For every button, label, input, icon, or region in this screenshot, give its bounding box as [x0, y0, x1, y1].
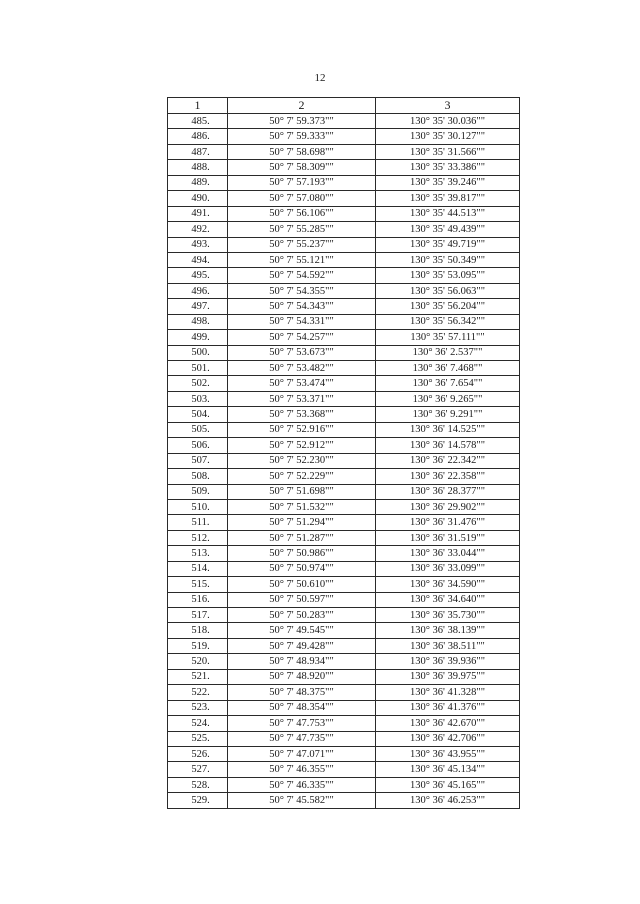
- table-row: [168, 530, 520, 545]
- cell-latitude: 50° 7' 57.193"": [228, 175, 376, 190]
- table-row: [168, 422, 520, 437]
- table-row: [168, 685, 520, 700]
- table-row: [168, 438, 520, 453]
- table-row: [168, 376, 520, 391]
- cell-longitude: 130° 36' 35.730"": [376, 608, 520, 623]
- cell-longitude: 130° 36' 7.468"": [376, 361, 520, 376]
- cell-point-number: 520.: [168, 654, 228, 669]
- cell-latitude: 50° 7' 48.354"": [228, 700, 376, 715]
- cell-longitude: 130° 35' 57.111"": [376, 330, 520, 345]
- cell-longitude: 130° 36' 39.975"": [376, 669, 520, 684]
- cell-latitude: 50° 7' 46.355"": [228, 762, 376, 777]
- table-row: [168, 206, 520, 221]
- table-header-row: [168, 98, 520, 114]
- table-row: [168, 731, 520, 746]
- table-row: [168, 762, 520, 777]
- cell-latitude: 50° 7' 59.333"": [228, 129, 376, 144]
- cell-point-number: 506.: [168, 438, 228, 453]
- cell-longitude: 130° 36' 41.376"": [376, 700, 520, 715]
- cell-point-number: 502.: [168, 376, 228, 391]
- cell-point-number: 488.: [168, 160, 228, 175]
- cell-point-number: 522.: [168, 685, 228, 700]
- table-row: [168, 345, 520, 360]
- cell-point-number: 485.: [168, 114, 228, 129]
- table-row: [168, 160, 520, 175]
- cell-longitude: 130° 35' 39.246"": [376, 175, 520, 190]
- cell-latitude: 50° 7' 50.610"": [228, 577, 376, 592]
- cell-longitude: 130° 36' 9.265"": [376, 391, 520, 406]
- table-row: [168, 252, 520, 267]
- table-row: [168, 484, 520, 499]
- cell-longitude: 130° 36' 14.578"": [376, 438, 520, 453]
- cell-latitude: 50° 7' 47.071"": [228, 746, 376, 761]
- cell-point-number: 489.: [168, 175, 228, 190]
- cell-longitude: 130° 35' 53.095"": [376, 268, 520, 283]
- table-row: [168, 592, 520, 607]
- cell-latitude: 50° 7' 52.230"": [228, 453, 376, 468]
- table-row: [168, 546, 520, 561]
- table-body: [168, 114, 520, 809]
- cell-latitude: 50° 7' 45.582"": [228, 793, 376, 808]
- cell-longitude: 130° 36' 34.640"": [376, 592, 520, 607]
- cell-latitude: 50° 7' 56.106"": [228, 206, 376, 221]
- cell-longitude: 130° 36' 38.511"": [376, 638, 520, 653]
- column-header-latitude: 2: [228, 98, 376, 114]
- cell-longitude: 130° 36' 31.476"": [376, 515, 520, 530]
- cell-longitude: 130° 35' 33.386"": [376, 160, 520, 175]
- cell-longitude: 130° 35' 49.439"": [376, 222, 520, 237]
- cell-longitude: 130° 35' 56.204"": [376, 299, 520, 314]
- table-row: [168, 314, 520, 329]
- cell-point-number: 521.: [168, 669, 228, 684]
- cell-latitude: 50° 7' 54.343"": [228, 299, 376, 314]
- table-row: [168, 237, 520, 252]
- cell-latitude: 50° 7' 47.753"": [228, 716, 376, 731]
- cell-longitude: 130° 36' 9.291"": [376, 407, 520, 422]
- table-row: [168, 638, 520, 653]
- cell-point-number: 503.: [168, 391, 228, 406]
- table-row: [168, 114, 520, 129]
- table-row: [168, 777, 520, 792]
- cell-point-number: 495.: [168, 268, 228, 283]
- cell-longitude: 130° 36' 33.044"": [376, 546, 520, 561]
- table-row: [168, 391, 520, 406]
- cell-point-number: 515.: [168, 577, 228, 592]
- cell-point-number: 524.: [168, 716, 228, 731]
- cell-latitude: 50° 7' 50.283"": [228, 608, 376, 623]
- cell-longitude: 130° 36' 2.537"": [376, 345, 520, 360]
- cell-latitude: 50° 7' 54.592"": [228, 268, 376, 283]
- cell-latitude: 50° 7' 49.545"": [228, 623, 376, 638]
- cell-longitude: 130° 36' 41.328"": [376, 685, 520, 700]
- table-row: [168, 175, 520, 190]
- cell-point-number: 525.: [168, 731, 228, 746]
- cell-longitude: 130° 36' 39.936"": [376, 654, 520, 669]
- coordinates-table: [167, 97, 520, 809]
- cell-longitude: 130° 35' 31.566"": [376, 144, 520, 159]
- table-row: [168, 191, 520, 206]
- table-row: [168, 453, 520, 468]
- cell-point-number: 519.: [168, 638, 228, 653]
- cell-point-number: 528.: [168, 777, 228, 792]
- cell-point-number: 512.: [168, 530, 228, 545]
- cell-longitude: 130° 36' 34.590"": [376, 577, 520, 592]
- cell-longitude: 130° 35' 44.513"": [376, 206, 520, 221]
- table-row: [168, 144, 520, 159]
- cell-point-number: 499.: [168, 330, 228, 345]
- cell-latitude: 50° 7' 48.920"": [228, 669, 376, 684]
- table-row: [168, 608, 520, 623]
- table-row: [168, 669, 520, 684]
- cell-latitude: 50° 7' 53.368"": [228, 407, 376, 422]
- cell-longitude: 130° 36' 42.706"": [376, 731, 520, 746]
- cell-latitude: 50° 7' 53.482"": [228, 361, 376, 376]
- cell-point-number: 487.: [168, 144, 228, 159]
- cell-point-number: 529.: [168, 793, 228, 808]
- cell-latitude: 50° 7' 48.934"": [228, 654, 376, 669]
- table-row: [168, 299, 520, 314]
- cell-longitude: 130° 35' 49.719"": [376, 237, 520, 252]
- cell-latitude: 50° 7' 57.080"": [228, 191, 376, 206]
- cell-point-number: 526.: [168, 746, 228, 761]
- table-row: [168, 407, 520, 422]
- table-row: [168, 330, 520, 345]
- cell-latitude: 50° 7' 54.331"": [228, 314, 376, 329]
- cell-point-number: 518.: [168, 623, 228, 638]
- table-row: [168, 499, 520, 514]
- cell-longitude: 130° 36' 14.525"": [376, 422, 520, 437]
- table-row: [168, 129, 520, 144]
- cell-longitude: 130° 35' 50.349"": [376, 252, 520, 267]
- cell-point-number: 486.: [168, 129, 228, 144]
- cell-latitude: 50° 7' 49.428"": [228, 638, 376, 653]
- cell-longitude: 130° 36' 31.519"": [376, 530, 520, 545]
- cell-longitude: 130° 36' 22.342"": [376, 453, 520, 468]
- cell-point-number: 511.: [168, 515, 228, 530]
- cell-point-number: 497.: [168, 299, 228, 314]
- cell-point-number: 491.: [168, 206, 228, 221]
- table-row: [168, 515, 520, 530]
- table-row: [168, 283, 520, 298]
- cell-latitude: 50° 7' 51.287"": [228, 530, 376, 545]
- cell-latitude: 50° 7' 55.121"": [228, 252, 376, 267]
- cell-latitude: 50° 7' 46.335"": [228, 777, 376, 792]
- cell-latitude: 50° 7' 58.698"": [228, 144, 376, 159]
- cell-longitude: 130° 36' 45.165"": [376, 777, 520, 792]
- table-row: [168, 222, 520, 237]
- cell-longitude: 130° 36' 45.134"": [376, 762, 520, 777]
- cell-latitude: 50° 7' 52.916"": [228, 422, 376, 437]
- cell-point-number: 508.: [168, 469, 228, 484]
- cell-latitude: 50° 7' 53.673"": [228, 345, 376, 360]
- cell-point-number: 510.: [168, 499, 228, 514]
- cell-longitude: 130° 35' 56.342"": [376, 314, 520, 329]
- cell-longitude: 130° 36' 42.670"": [376, 716, 520, 731]
- column-header-longitude: 3: [376, 98, 520, 114]
- table-row: [168, 654, 520, 669]
- cell-point-number: 492.: [168, 222, 228, 237]
- cell-point-number: 516.: [168, 592, 228, 607]
- cell-point-number: 505.: [168, 422, 228, 437]
- cell-longitude: 130° 36' 7.654"": [376, 376, 520, 391]
- table-row: [168, 623, 520, 638]
- cell-point-number: 500.: [168, 345, 228, 360]
- cell-latitude: 50° 7' 52.229"": [228, 469, 376, 484]
- cell-point-number: 523.: [168, 700, 228, 715]
- cell-latitude: 50° 7' 51.532"": [228, 499, 376, 514]
- cell-longitude: 130° 35' 30.036"": [376, 114, 520, 129]
- table-row: [168, 716, 520, 731]
- cell-point-number: 493.: [168, 237, 228, 252]
- table-row: [168, 361, 520, 376]
- cell-point-number: 501.: [168, 361, 228, 376]
- cell-point-number: 527.: [168, 762, 228, 777]
- cell-latitude: 50° 7' 54.257"": [228, 330, 376, 345]
- cell-latitude: 50° 7' 59.373"": [228, 114, 376, 129]
- cell-longitude: 130° 36' 43.955"": [376, 746, 520, 761]
- cell-point-number: 498.: [168, 314, 228, 329]
- cell-latitude: 50° 7' 48.375"": [228, 685, 376, 700]
- cell-latitude: 50° 7' 50.597"": [228, 592, 376, 607]
- table-row: [168, 700, 520, 715]
- cell-longitude: 130° 36' 29.902"": [376, 499, 520, 514]
- cell-point-number: 514.: [168, 561, 228, 576]
- cell-latitude: 50° 7' 52.912"": [228, 438, 376, 453]
- cell-latitude: 50° 7' 47.735"": [228, 731, 376, 746]
- cell-latitude: 50° 7' 55.285"": [228, 222, 376, 237]
- cell-longitude: 130° 36' 46.253"": [376, 793, 520, 808]
- column-header-number: 1: [168, 98, 228, 114]
- cell-longitude: 130° 35' 39.817"": [376, 191, 520, 206]
- cell-latitude: 50° 7' 50.974"": [228, 561, 376, 576]
- cell-latitude: 50° 7' 51.698"": [228, 484, 376, 499]
- table-row: [168, 268, 520, 283]
- cell-point-number: 509.: [168, 484, 228, 499]
- table-row: [168, 793, 520, 808]
- cell-longitude: 130° 36' 33.099"": [376, 561, 520, 576]
- cell-longitude: 130° 36' 22.358"": [376, 469, 520, 484]
- cell-latitude: 50° 7' 53.371"": [228, 391, 376, 406]
- cell-point-number: 490.: [168, 191, 228, 206]
- cell-point-number: 496.: [168, 283, 228, 298]
- cell-point-number: 513.: [168, 546, 228, 561]
- table-row: [168, 561, 520, 576]
- cell-latitude: 50° 7' 53.474"": [228, 376, 376, 391]
- cell-point-number: 517.: [168, 608, 228, 623]
- cell-latitude: 50° 7' 50.986"": [228, 546, 376, 561]
- cell-longitude: 130° 36' 28.377"": [376, 484, 520, 499]
- table-row: [168, 746, 520, 761]
- table-row: [168, 469, 520, 484]
- cell-point-number: 504.: [168, 407, 228, 422]
- cell-latitude: 50° 7' 54.355"": [228, 283, 376, 298]
- page-number: 12: [314, 72, 326, 84]
- cell-longitude: 130° 35' 56.063"": [376, 283, 520, 298]
- cell-longitude: 130° 35' 30.127"": [376, 129, 520, 144]
- cell-latitude: 50° 7' 58.309"": [228, 160, 376, 175]
- table-row: [168, 577, 520, 592]
- cell-point-number: 494.: [168, 252, 228, 267]
- cell-longitude: 130° 36' 38.139"": [376, 623, 520, 638]
- cell-latitude: 50° 7' 55.237"": [228, 237, 376, 252]
- cell-latitude: 50° 7' 51.294"": [228, 515, 376, 530]
- cell-point-number: 507.: [168, 453, 228, 468]
